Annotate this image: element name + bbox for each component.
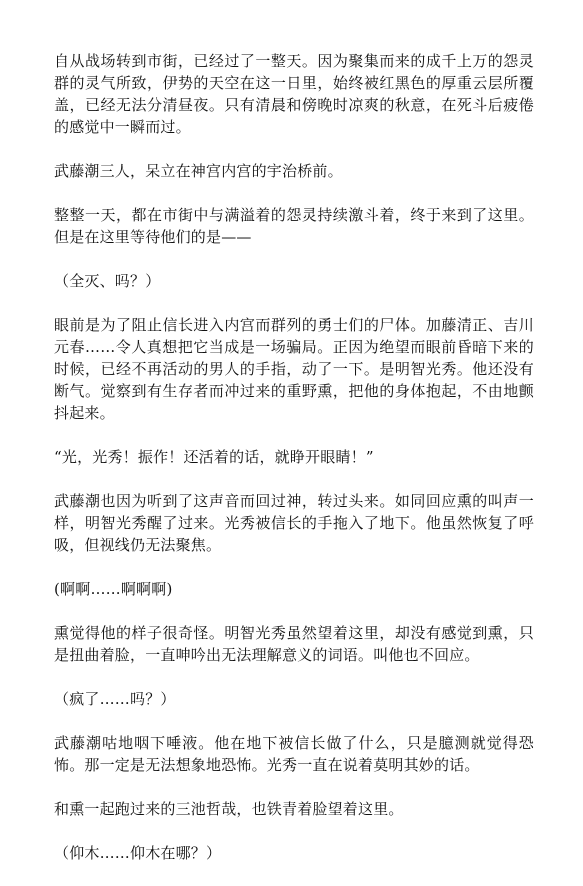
paragraph: 自从战场转到市街，已经过了一整天。因为聚集而来的成千上万的怨灵群的灵气所致，伊势的天空在这一日里，始终被红黑色的厚重云层所覆盖，已经无法分清昼夜。只有清晨和傍晚时凉爽的秋意，在死斗后疲倦的感觉中一瞬而过。 — [54, 52, 534, 136]
paragraph: 武藤潮也因为听到了这声音而回过神，转过头来。如同回应熏的叫声一样，明智光秀醒了过来。光秀被信长的手拖入了地下。他虽然恢复了呼吸，但视线仍无法聚焦。 — [54, 492, 534, 554]
paragraph: 整整一天，都在市街中与满溢着的怨灵持续激斗着，终于来到了这里。但是在这里等待他们的是—— — [54, 206, 534, 246]
paragraph: 武藤潮三人，呆立在神宫内宫的宇治桥前。 — [54, 162, 343, 180]
paragraph: (啊啊……啊啊啊) — [54, 580, 173, 598]
document-page — [54, 50, 534, 886]
paragraph: 熏觉得他的样子很奇怪。明智光秀虽然望着这里，却没有感觉到熏，只是扭曲着脸，一直呻吟出无法理解意义的词语。叫他也不回应。 — [54, 624, 534, 664]
paragraph: 和熏一起跑过来的三池哲哉，也铁青着脸望着这里。 — [54, 800, 404, 818]
paragraph: 武藤潮咕地咽下唾液。他在地下被信长做了什么，只是臆测就觉得恐怖。那一定是无法想象地恐怖。光秀一直在说着莫明其妙的话。 — [54, 734, 534, 774]
paragraph: （仰木……仰木在哪？） — [54, 844, 222, 862]
paragraph: 眼前是为了阻止信长进入内宫而群列的勇士们的尸体。加藤清正、吉川元春……令人真想把它当成是一场骗局。正因为绝望而眼前昏暗下来的时候，已经不再活动的男人的手指，动了一下。是明智光秀。他还没有断气。觉察到有生存者而冲过来的重野熏，把他的身体抱起，不由地颤抖起来。 — [54, 316, 534, 422]
paragraph: （全灭、吗？） — [54, 272, 161, 290]
paragraph: （疯了……吗？） — [54, 690, 176, 708]
paragraph: “光，光秀！振作！还活着的话，就睁开眼睛！” — [54, 448, 374, 466]
